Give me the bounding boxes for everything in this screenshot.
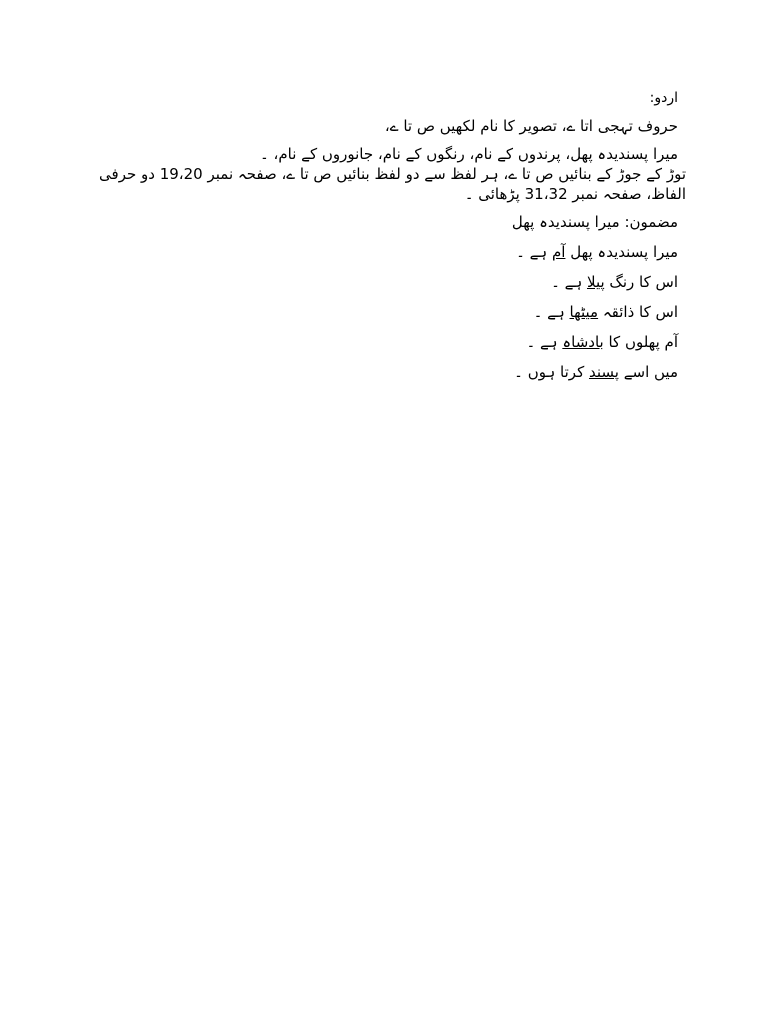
subject-heading: اردو:	[649, 90, 678, 106]
essay-line-3-start: اس کا ذائقہ	[598, 303, 678, 321]
essay-title: مضمون: میرا پسندیدہ پھل	[511, 213, 678, 231]
essay-line-1-end: ہے ۔	[516, 243, 552, 261]
essay-line-5-start: میں اسے	[618, 363, 678, 381]
essay-line-5-keyword: پسند	[588, 363, 619, 381]
essay-line-2	[88, 272, 678, 292]
essay-line-4-keyword: بادشاہ	[562, 333, 604, 351]
instruction-line-3: توڑ کے جوڑ کے بنائیں ص تا ے، ہر لفظ سے دو لفظ بنائیں ص تا ے، صفحہ نمبر 19،20 دو حرفی الفاظ، صفحہ نمبر 31،32 پڑھائی ۔	[99, 165, 686, 203]
instruction-line-2: میرا پسندیدہ پھل، پرندوں کے نام، رنگوں کے نام، جانوروں کے نام، ۔	[259, 145, 678, 163]
essay-line-3	[88, 302, 678, 322]
essay-line-2-start: اس کا رنگ	[604, 273, 678, 291]
essay-line-2-end: ہے ۔	[551, 273, 587, 291]
essay-line-3-keyword: میٹھا	[569, 303, 599, 321]
essay-line-4	[88, 332, 678, 352]
urdu-text-block	[88, 88, 686, 382]
essay-line-4-end: ہے ۔	[526, 333, 563, 351]
essay-line-4-start: آم پھلوں کا	[603, 333, 678, 351]
essay-line-5	[88, 362, 678, 382]
essay-line-1	[88, 242, 678, 262]
essay-line-2-keyword: پیلا	[587, 273, 605, 291]
instruction-line-1: حروف تہجی اتا ے، تصویر کا نام لکھیں ص تا ے،	[384, 117, 678, 135]
essay-line-1-keyword: آم	[551, 243, 566, 261]
essay-line-5-end: کرتا ہوں ۔	[514, 363, 589, 381]
essay-line-3-end: ہے ۔	[533, 303, 570, 321]
essay-line-1-start: میرا پسندیدہ پھل	[565, 243, 678, 261]
